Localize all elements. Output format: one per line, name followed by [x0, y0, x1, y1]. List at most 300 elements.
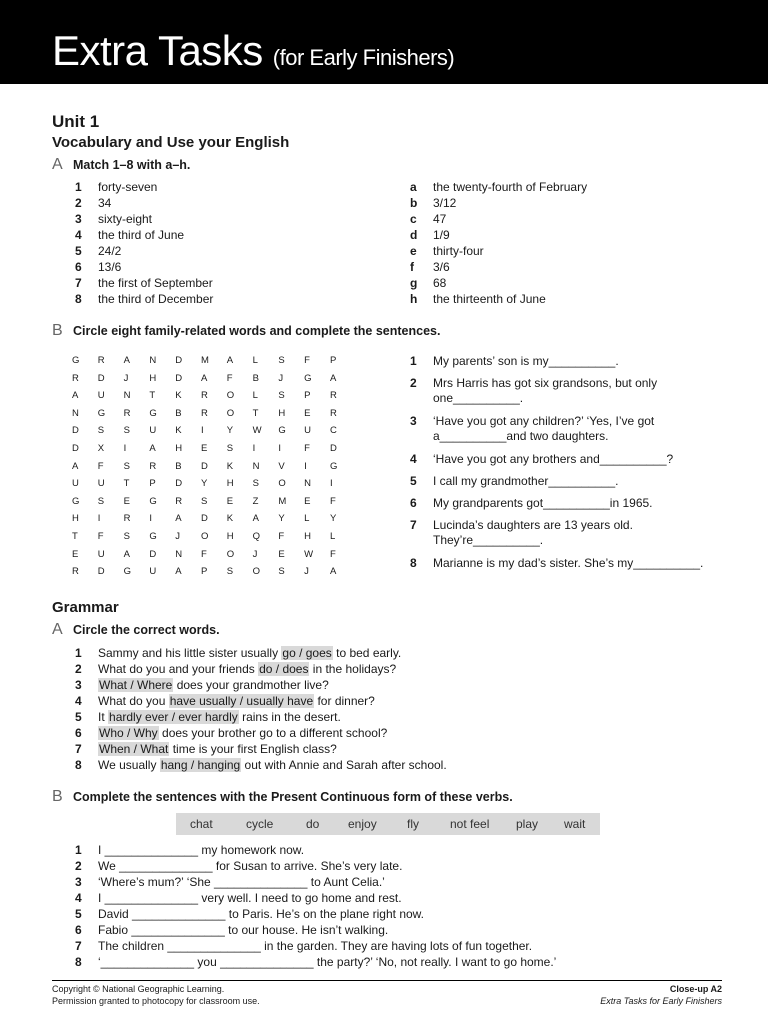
grid-row: [72, 544, 356, 562]
item-number: 2: [75, 196, 82, 210]
grid-row: [72, 526, 356, 544]
grid-letter: O: [226, 407, 235, 419]
grid-letter: A: [175, 566, 182, 578]
sentence-number: 2: [410, 376, 417, 390]
item-letter: a: [410, 180, 417, 194]
grid-letter: A: [72, 460, 79, 472]
item-sentence: [98, 741, 337, 757]
grid-letter: U: [97, 548, 105, 560]
verb-word: not feel: [450, 817, 490, 831]
sentence-pre: What do you and your friends: [98, 662, 259, 676]
item-number: 7: [75, 742, 82, 756]
grid-letter: M: [278, 495, 287, 507]
grid-letter: U: [97, 478, 105, 490]
item-text: 24/2: [98, 244, 122, 258]
word-choice: do / does: [259, 662, 309, 676]
sentence-post: does your grandmother live?: [173, 678, 329, 692]
grid-letter: Q: [252, 530, 260, 542]
item-text: 13/6: [98, 260, 122, 274]
sentence-post: does your brother go to a different school?: [158, 726, 388, 740]
grid-letter: U: [149, 566, 157, 578]
task-letter: A: [52, 621, 63, 638]
grid-letter: U: [149, 425, 157, 437]
grid-letter: Z: [252, 495, 259, 507]
sentence-line1: ‘Have you got any children?’ ‘Yes, I’ve got: [433, 414, 655, 428]
grid-letter: U: [304, 425, 312, 437]
item-number: 8: [75, 292, 82, 306]
grid-letter: K: [175, 425, 182, 437]
grid-letter: X: [97, 442, 105, 454]
item-number: 6: [75, 260, 82, 274]
grid-letter: G: [149, 530, 157, 542]
grid-letter: G: [72, 355, 80, 366]
sentence-number: 5: [410, 474, 417, 488]
grid-letter: F: [278, 530, 285, 542]
word-choice: have usually / usually have: [169, 694, 314, 708]
grid-letter: R: [329, 390, 337, 402]
word-choice: When / What: [99, 742, 169, 756]
grid-letter: B: [252, 372, 259, 384]
grid-letter: I: [123, 442, 127, 454]
grid-letter: I: [149, 513, 153, 525]
grid-letter: B: [175, 407, 182, 419]
sentence-post: out with Annie and Sarah after school.: [241, 758, 447, 772]
item-text: the third of December: [98, 292, 214, 306]
sentence-number: 1: [410, 354, 417, 368]
sentence-pre: We usually: [98, 758, 160, 772]
grid-letter: G: [149, 407, 157, 419]
item-number: 6: [75, 923, 82, 937]
item-text: the first of September: [98, 276, 213, 290]
grid-letter: Y: [329, 513, 337, 525]
item-sentence: The children ______________ in the garden. They are having lots of fun together.: [98, 939, 533, 953]
grid-letter: R: [72, 566, 79, 578]
grid-row: [72, 508, 356, 526]
item-text: the twenty-fourth of February: [433, 180, 588, 194]
sentence-pre: What do you: [98, 694, 169, 708]
item-text: 3/6: [433, 260, 450, 274]
sentence-post: rains in the desert.: [238, 710, 341, 724]
grid-letter: G: [97, 407, 106, 419]
grid-letter: V: [278, 460, 285, 472]
grid-letter: T: [72, 530, 78, 542]
verb-word-box: [176, 813, 600, 835]
grid-letter: G: [123, 566, 131, 578]
family-sentence: [410, 452, 740, 467]
grid-letter: E: [200, 442, 208, 454]
grid-letter: H: [72, 513, 79, 525]
task-instruction: Match 1–8 with a–h.: [73, 158, 191, 172]
grid-letter: O: [252, 566, 260, 578]
grid-letter: D: [97, 566, 105, 578]
item-number: 5: [75, 244, 82, 258]
grid-letter: N: [252, 460, 260, 472]
item-sentence: ‘Where’s mum?’ ‘She ______________ to Aunt Celia.’: [98, 875, 385, 889]
grid-letter: O: [200, 530, 209, 542]
grid-letter: G: [278, 425, 286, 437]
item-number: 5: [75, 907, 82, 921]
grid-letter: P: [329, 355, 337, 366]
sentence-line1: I call my grandmother__________.: [433, 474, 619, 488]
sentence-number: 7: [410, 518, 417, 532]
grid-letter: R: [97, 355, 105, 366]
family-sentence: [410, 376, 740, 406]
grid-letter: B: [175, 460, 182, 472]
grid-letter: A: [252, 513, 259, 525]
sentence-line1: My parents’ son is my__________.: [433, 354, 619, 368]
footer-divider: [52, 980, 722, 981]
item-text: 1/9: [433, 228, 450, 242]
verb-word: fly: [407, 817, 419, 831]
verb-word: play: [516, 817, 539, 831]
grid-letter: N: [123, 390, 131, 402]
grid-letter: E: [123, 495, 130, 507]
item-text: 47: [433, 212, 447, 226]
grid-letter: Y: [200, 478, 208, 490]
grid-letter: S: [123, 460, 130, 472]
grid-row: [72, 403, 356, 421]
grid-letter: N: [175, 548, 183, 560]
item-sentence: [98, 693, 375, 709]
grid-letter: O: [226, 390, 235, 402]
footer-copyright: Copyright © National Geographic Learning.: [52, 984, 225, 994]
item-number: 6: [75, 726, 82, 740]
verb-word: enjoy: [348, 817, 377, 831]
grid-letter: A: [329, 566, 337, 578]
family-sentence: [410, 518, 740, 548]
sentence-post: for dinner?: [314, 694, 375, 708]
grid-row: [72, 350, 356, 368]
family-sentence: [410, 496, 740, 511]
sentence-number: 4: [410, 452, 417, 466]
grid-letter: D: [175, 478, 183, 490]
item-number: 4: [75, 891, 82, 905]
grid-letter: F: [304, 442, 310, 454]
item-letter: c: [410, 212, 417, 226]
grid-letter: J: [278, 372, 284, 384]
grid-letter: R: [329, 407, 337, 419]
grid-row: [72, 438, 356, 456]
sentence-line2: a__________and two daughters.: [433, 429, 609, 443]
grid-letter: D: [200, 513, 208, 525]
grammar-heading: Grammar: [52, 599, 119, 616]
grid-letter: P: [149, 478, 156, 490]
grid-letter: R: [72, 372, 79, 384]
item-letter: f: [410, 260, 414, 274]
item-number: 4: [75, 228, 82, 242]
task-instruction: Circle the correct words.: [73, 623, 220, 637]
grid-letter: F: [200, 548, 207, 560]
grid-letter: D: [72, 442, 79, 454]
sentence-pre: Sammy and his little sister usually: [98, 646, 282, 660]
grid-letter: N: [72, 407, 79, 419]
grid-letter: S: [278, 355, 285, 366]
grid-letter: J: [252, 548, 258, 560]
item-number: 8: [75, 955, 82, 969]
sentence-line2: one__________.: [433, 391, 524, 405]
grid-letter: J: [123, 372, 129, 384]
item-number: 1: [75, 180, 82, 194]
grid-letter: E: [278, 548, 285, 560]
grid-letter: I: [252, 442, 256, 454]
item-sentence: [98, 645, 401, 661]
grid-letter: T: [252, 407, 259, 419]
task-letter: B: [52, 788, 63, 805]
sentence-pre: It: [98, 710, 109, 724]
word-choice: Who / Why: [99, 726, 158, 740]
grid-letter: Y: [226, 425, 234, 437]
grid-letter: M: [200, 355, 209, 366]
footer-book-title: Close-up A2: [669, 984, 722, 994]
item-letter: b: [410, 196, 418, 210]
grid-letter: A: [226, 355, 234, 366]
item-sentence: [98, 661, 396, 677]
grid-letter: I: [329, 478, 333, 490]
grid-letter: D: [175, 355, 183, 366]
grid-letter: K: [226, 460, 234, 472]
grid-letter: I: [97, 513, 101, 525]
grid-row: [72, 385, 356, 403]
grid-letter: A: [123, 355, 130, 366]
item-sentence: I ______________ very well. I need to go home and rest.: [98, 891, 402, 905]
item-number: 3: [75, 678, 82, 692]
sentence-post: in the holidays?: [309, 662, 397, 676]
sentence-post: time is your first English class?: [169, 742, 337, 756]
grid-letter: R: [175, 495, 183, 507]
grid-letter: S: [278, 566, 285, 578]
grid-letter: F: [329, 548, 336, 560]
verb-word: cycle: [246, 817, 274, 831]
item-sentence: [98, 709, 341, 725]
grid-letter: Y: [278, 513, 285, 525]
grid-letter: T: [149, 390, 156, 402]
task-instruction: Circle eight family-related words and complete the sentences.: [73, 324, 441, 338]
grid-letter: P: [200, 566, 208, 578]
item-text: the thirteenth of June: [433, 292, 546, 306]
family-sentence: [410, 474, 740, 489]
grid-letter: R: [123, 513, 131, 525]
grid-letter: K: [226, 513, 234, 525]
item-number: 4: [75, 694, 82, 708]
unit-heading: Unit 1: [52, 112, 100, 131]
grid-letter: E: [304, 407, 311, 419]
grid-letter: J: [175, 530, 180, 542]
item-number: 1: [75, 646, 82, 660]
item-letter: e: [410, 244, 417, 258]
grid-letter: D: [329, 442, 337, 454]
item-number: 8: [75, 758, 82, 772]
verb-word: wait: [564, 817, 586, 831]
page-subtitle: (for Early Finishers): [272, 45, 455, 70]
grid-letter: W: [252, 425, 262, 437]
grid-letter: S: [200, 495, 208, 507]
grammar-task-a: [52, 621, 220, 639]
grid-letter: L: [329, 530, 336, 542]
grid-letter: R: [123, 407, 131, 419]
item-number: 3: [75, 875, 82, 889]
grid-letter: S: [123, 530, 130, 542]
grid-letter: G: [304, 372, 312, 384]
grid-row: [72, 368, 356, 386]
verb-word: chat: [190, 817, 213, 831]
grid-letter: D: [72, 425, 79, 437]
grid-letter: S: [123, 425, 130, 437]
item-letter: g: [410, 276, 418, 290]
item-text: the third of June: [98, 228, 185, 242]
grid-letter: O: [278, 478, 286, 490]
grid-letter: W: [304, 548, 314, 560]
item-letter: d: [410, 228, 418, 242]
item-text: forty-seven: [98, 180, 158, 194]
footer-permission: Permission granted to photocopy for classroom use.: [52, 996, 260, 1006]
sentence-line1: Marianne is my dad’s sister. She’s my__________.: [433, 556, 704, 570]
grid-letter: I: [304, 460, 307, 472]
grid-letter: K: [175, 390, 182, 402]
word-choice: What / Where: [99, 678, 173, 692]
grid-letter: F: [226, 372, 233, 384]
sentence-number: 8: [410, 556, 417, 570]
grid-letter: C: [329, 425, 337, 437]
sentence-line2: They’re__________.: [433, 533, 544, 547]
grid-letter: G: [72, 495, 80, 507]
grid-letter: T: [123, 478, 130, 490]
sentence-line1: Lucinda’s daughters are 13 years old.: [433, 518, 633, 532]
grid-letter: A: [123, 548, 130, 560]
grid-letter: G: [149, 495, 157, 507]
family-sentence: [410, 354, 740, 369]
grid-letter: S: [97, 425, 105, 437]
grid-letter: L: [304, 513, 310, 525]
item-letter: h: [410, 292, 418, 306]
grid-letter: R: [200, 407, 208, 419]
grid-letter: U: [97, 390, 105, 402]
item-sentence: David ______________ to Paris. He’s on the plane right now.: [98, 907, 425, 921]
sentence-number: 3: [410, 414, 417, 428]
sentence-number: 6: [410, 496, 417, 510]
grid-letter: E: [226, 495, 234, 507]
grid-letter: P: [304, 390, 311, 402]
grid-letter: D: [149, 548, 157, 560]
grid-letter: A: [200, 372, 208, 384]
item-sentence: [98, 677, 329, 693]
grid-letter: R: [149, 460, 157, 472]
grid-letter: H: [149, 372, 157, 384]
grid-row: [72, 456, 356, 474]
grid-letter: J: [304, 566, 309, 578]
item-sentence: We ______________ for Susan to arrive. She’s very late.: [98, 859, 403, 873]
grid-letter: H: [226, 530, 234, 542]
grid-row: [72, 473, 356, 491]
grid-letter: D: [200, 460, 208, 472]
grid-letter: N: [304, 478, 312, 490]
vocab-heading: Vocabulary and Use your English: [52, 134, 290, 151]
item-number: 7: [75, 276, 82, 290]
grid-row: [72, 491, 356, 509]
item-sentence: Fabio ______________ to our house. He isn’t walking.: [98, 923, 389, 937]
grid-letter: E: [304, 495, 311, 507]
item-text: 3/12: [433, 196, 457, 210]
grid-letter: S: [97, 495, 105, 507]
word-search-grid: [72, 350, 356, 579]
sentence-post: to bed early.: [332, 646, 402, 660]
family-sentence: [410, 556, 740, 571]
item-number: 5: [75, 710, 82, 724]
item-sentence: [98, 725, 387, 741]
grid-letter: I: [278, 442, 282, 454]
grid-letter: G: [329, 460, 338, 472]
grid-letter: A: [175, 513, 182, 525]
item-number: 7: [75, 939, 82, 953]
task-instruction: Complete the sentences with the Present Continuous form of these verbs.: [73, 790, 513, 804]
word-choice: hang / hanging: [160, 758, 241, 772]
grid-letter: H: [175, 442, 183, 454]
vocab-task-b: [52, 322, 440, 340]
item-number: 2: [75, 662, 82, 676]
grid-letter: H: [278, 407, 286, 419]
family-sentence: [410, 414, 740, 444]
grid-letter: A: [329, 372, 337, 384]
grid-letter: F: [97, 530, 104, 542]
sentence-line1: My grandparents got__________in 1965.: [433, 496, 653, 510]
grid-letter: E: [72, 548, 79, 560]
footer-book-subtitle: Extra Tasks for Early Finishers: [600, 996, 722, 1006]
grammar-task-b: [52, 788, 513, 806]
item-number: 3: [75, 212, 82, 226]
page-banner: [0, 0, 768, 84]
item-text: sixty-eight: [98, 212, 153, 226]
grid-letter: D: [175, 372, 183, 384]
vocab-task-a: [52, 156, 190, 174]
item-text: 34: [98, 196, 112, 210]
item-number: 2: [75, 859, 82, 873]
item-text: thirty-four: [433, 244, 484, 258]
grid-letter: U: [72, 478, 79, 490]
grid-letter: H: [226, 478, 234, 490]
grid-letter: H: [304, 530, 312, 542]
grid-letter: A: [72, 390, 79, 402]
item-sentence: ‘______________ you ______________ the party?’ ‘No, not really. I want to go home.’: [98, 955, 557, 969]
grid-letter: F: [97, 460, 104, 472]
task-letter: A: [52, 156, 63, 173]
grid-letter: I: [200, 425, 204, 437]
grid-letter: N: [149, 355, 157, 366]
grid-letter: O: [226, 548, 235, 560]
word-choice: go / goes: [282, 646, 332, 660]
grid-row: [72, 561, 356, 579]
grid-letter: L: [252, 390, 258, 402]
grid-letter: L: [252, 355, 258, 366]
page-title: Extra Tasks (for Early Finishers): [52, 27, 455, 74]
item-sentence: I ______________ my homework now.: [98, 843, 305, 857]
sentence-line1: ‘Have you got any brothers and__________?: [433, 452, 674, 466]
sentence-line1: Mrs Harris has got six grandsons, but only: [433, 376, 658, 390]
grid-letter: F: [329, 495, 336, 507]
grid-letter: F: [304, 355, 310, 366]
grid-letter: S: [226, 442, 234, 454]
word-choice: hardly ever / ever hardly: [109, 710, 238, 724]
grid-letter: D: [97, 372, 105, 384]
grid-letter: R: [200, 390, 208, 402]
grid-letter: S: [252, 478, 259, 490]
grid-row: [72, 420, 356, 438]
grid-letter: A: [149, 442, 156, 454]
item-number: 1: [75, 843, 82, 857]
verb-word: do: [306, 817, 320, 831]
task-letter: B: [52, 322, 63, 339]
item-text: 68: [433, 276, 447, 290]
grid-letter: S: [278, 390, 285, 402]
item-sentence: [98, 757, 447, 773]
